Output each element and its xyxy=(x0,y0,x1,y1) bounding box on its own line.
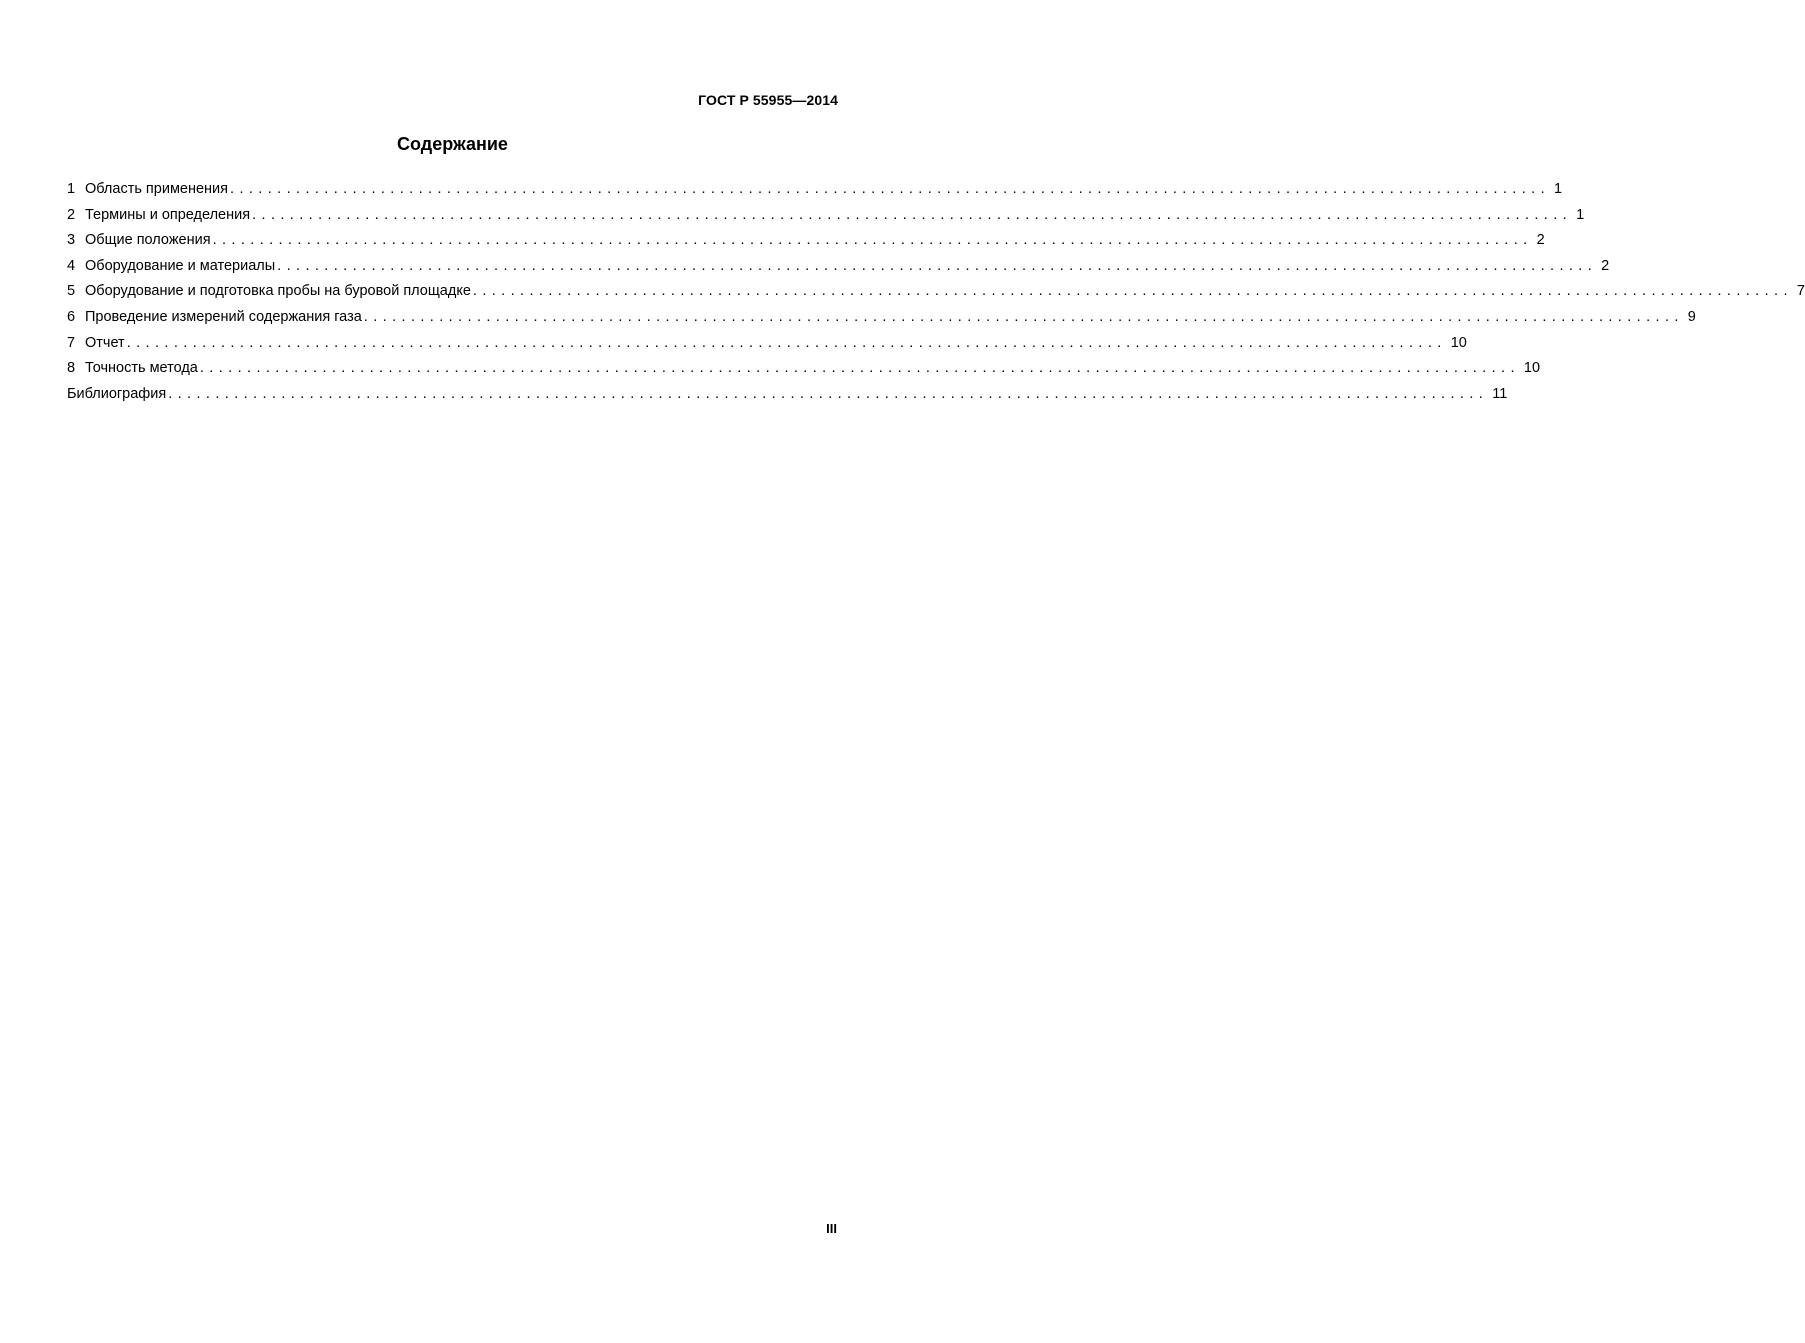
toc-dot-leader: ............................................................................................................................................ xyxy=(168,385,1489,402)
toc-entry-page: 1 xyxy=(1554,181,1563,197)
toc-entry-title: Проведение измерений содержания газа xyxy=(85,308,362,325)
toc-entry[interactable] xyxy=(67,281,1805,307)
toc-entry[interactable] xyxy=(67,230,1545,256)
page-number: III xyxy=(826,1221,837,1236)
toc-entry-page: 2 xyxy=(1601,257,1610,274)
toc-entry[interactable] xyxy=(67,307,1696,333)
toc-entry[interactable] xyxy=(67,205,1585,231)
table-of-contents xyxy=(67,179,1805,409)
toc-entry-page: 1 xyxy=(1576,206,1585,223)
toc-entry-number: 5 xyxy=(67,283,76,300)
toc-dot-leader: ............................................................................................................................................ xyxy=(252,206,1573,223)
toc-entry-page: 11 xyxy=(1492,385,1508,402)
toc-entry-title: Оборудование и материалы xyxy=(85,257,276,274)
toc-entry-title: Общие положения xyxy=(85,232,211,249)
toc-dot-leader: ............................................................................................................................................ xyxy=(199,360,1520,377)
toc-entry-number: 2 xyxy=(67,206,76,223)
toc-entry-number: 3 xyxy=(67,232,76,249)
standard-code: ГОСТ Р 55955—2014 xyxy=(698,92,838,108)
toc-entry-number: 6 xyxy=(67,308,76,325)
toc-entry-title: Отчет xyxy=(85,334,125,351)
toc-dot-leader: ............................................................................................................................................ xyxy=(212,232,1533,249)
toc-entry-number: 4 xyxy=(67,257,76,274)
toc-entry-title: Библиография xyxy=(67,385,167,402)
toc-entry[interactable] xyxy=(67,384,1508,410)
toc-dot-leader: ............................................................................................................................................ xyxy=(277,257,1598,274)
toc-entry-title: Точность метода xyxy=(85,360,198,377)
toc-entry-title: Оборудование и подготовка пробы на буровой площадке xyxy=(85,283,471,300)
toc-title: Содержание xyxy=(397,134,508,154)
toc-entry-page: 2 xyxy=(1536,232,1545,249)
toc-entry-title: Термины и определения xyxy=(85,206,251,223)
toc-entry[interactable] xyxy=(67,256,1610,282)
toc-entry-number: 1 xyxy=(67,181,76,197)
toc-dot-leader: ............................................................................................................................................ xyxy=(363,308,1684,325)
toc-dot-leader: ............................................................................................................................................ xyxy=(126,334,1447,351)
toc-entry-page: 9 xyxy=(1687,308,1696,325)
toc-entry[interactable] xyxy=(67,358,1541,384)
toc-entry[interactable] xyxy=(67,333,1467,359)
toc-entry-number: 7 xyxy=(67,334,76,351)
toc-entry-title: Область применения xyxy=(85,181,229,197)
toc-entry-page: 7 xyxy=(1796,283,1805,300)
toc-dot-leader: ............................................................................................................................................ xyxy=(230,181,1551,197)
toc-dot-leader: ............................................................................................................................................ xyxy=(472,283,1793,300)
toc-entry-page: 10 xyxy=(1523,360,1541,377)
toc-entry-number: 8 xyxy=(67,360,76,377)
toc-entry[interactable] xyxy=(67,179,1563,205)
toc-entry-page: 10 xyxy=(1450,334,1467,351)
